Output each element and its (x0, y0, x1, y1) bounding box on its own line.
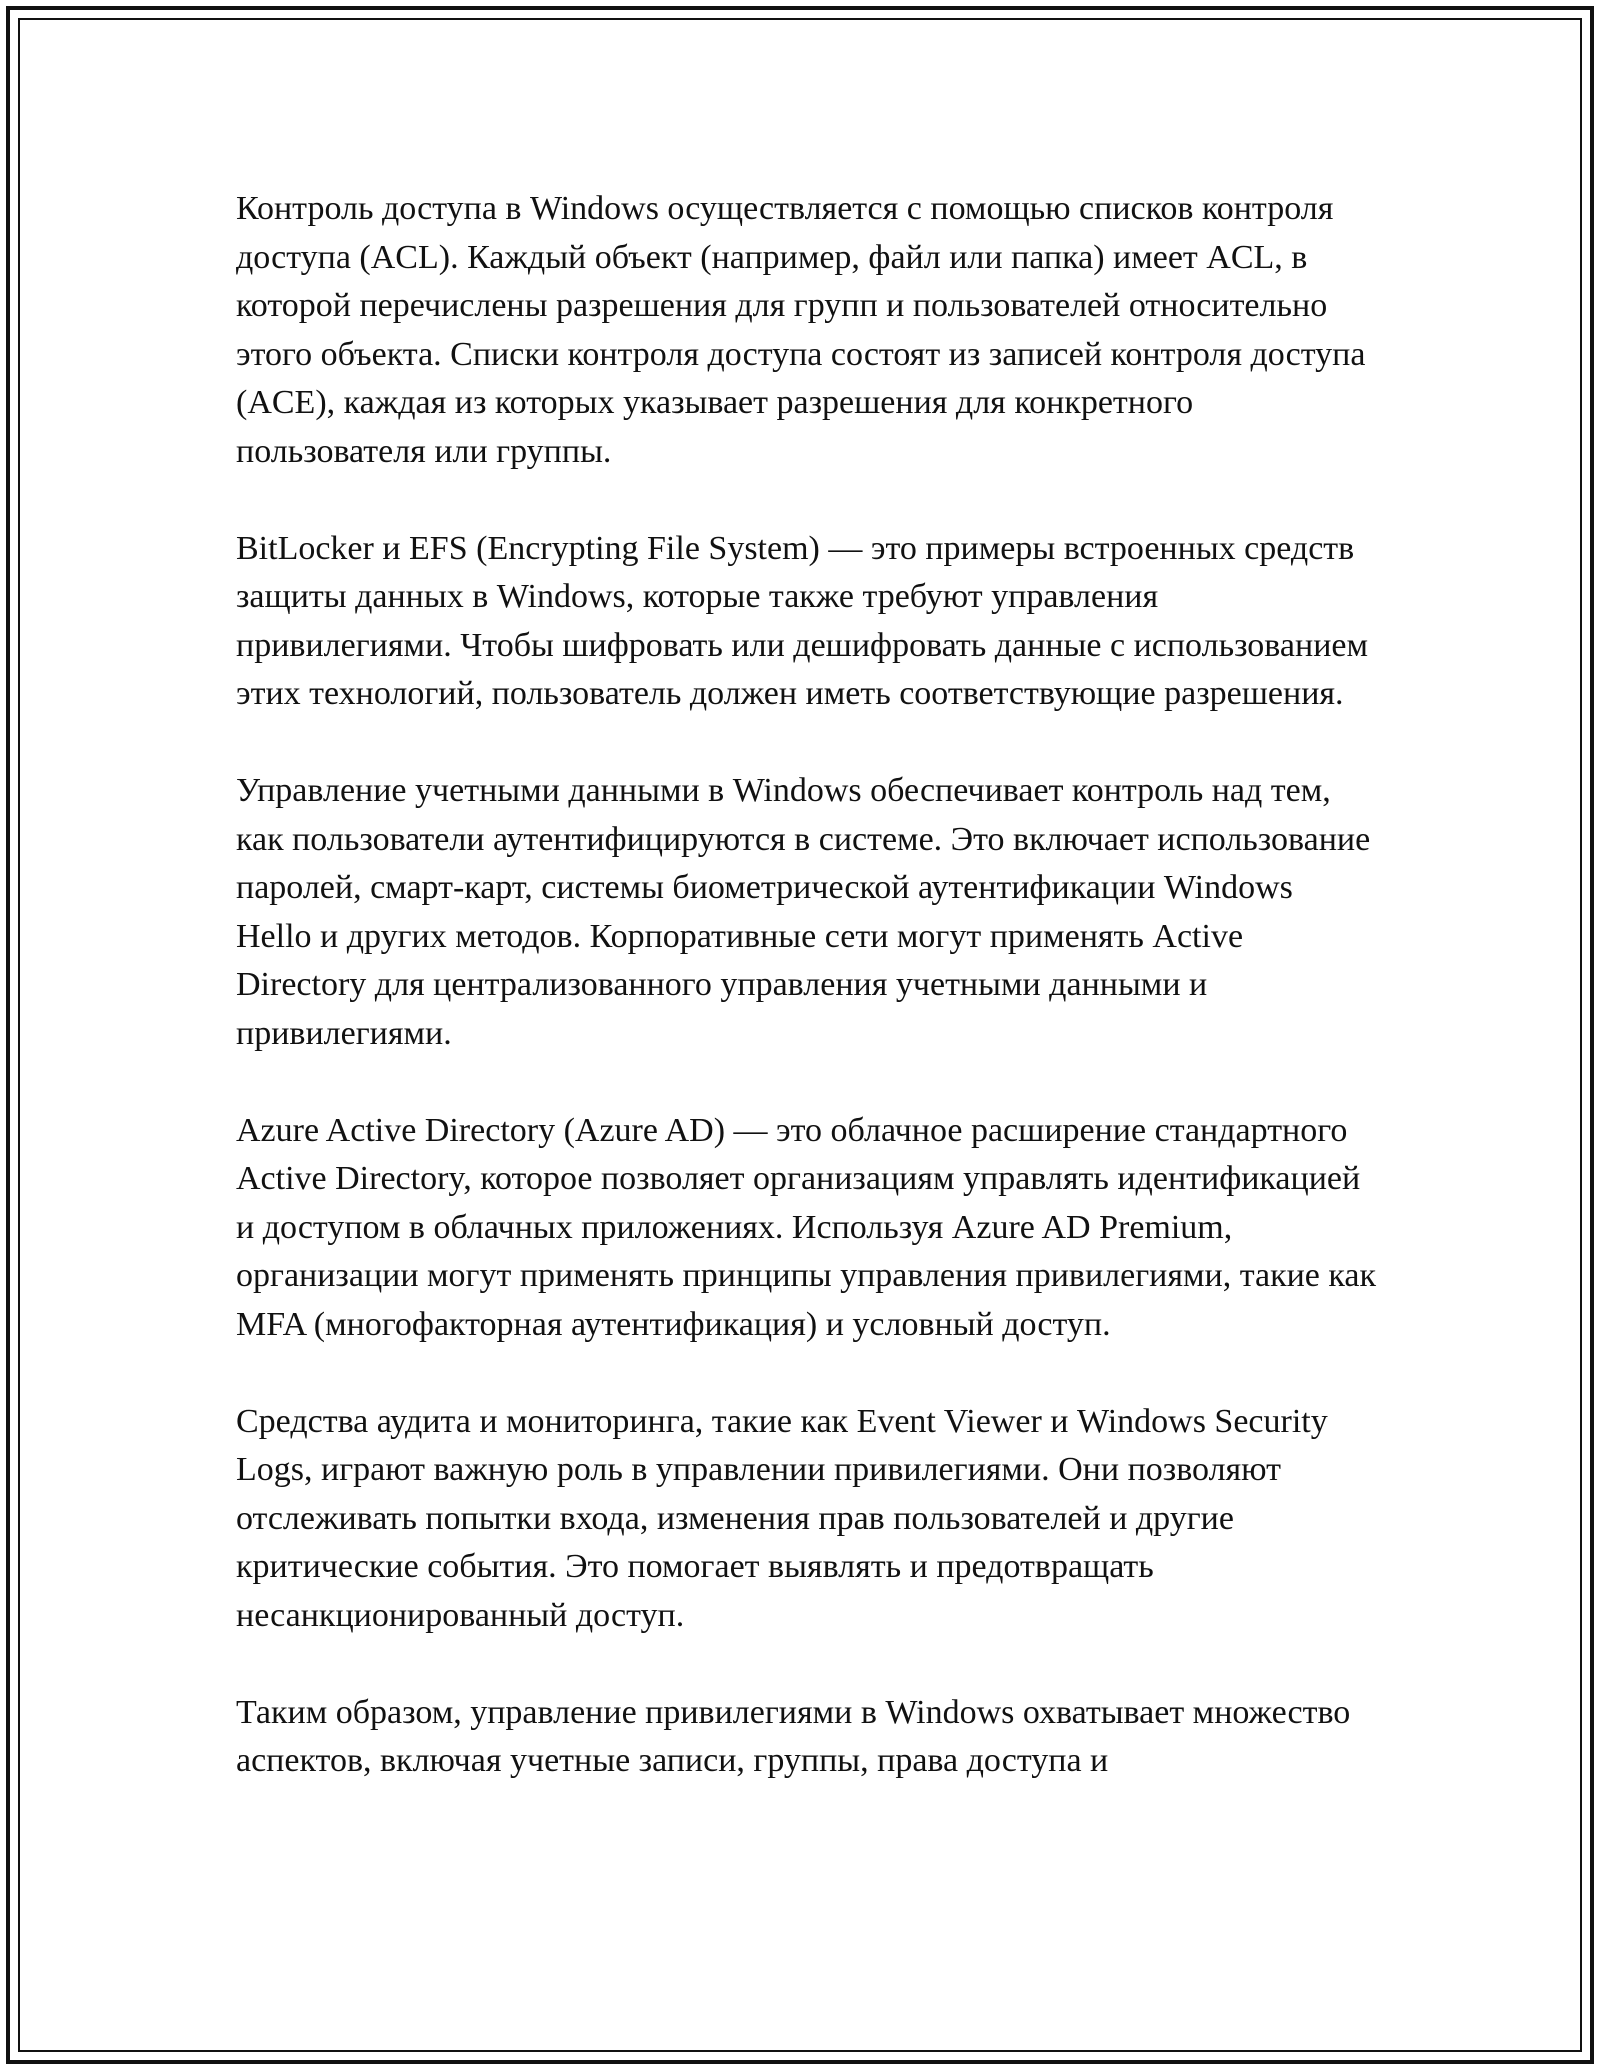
paragraph-credential-management: Управление учетными данными в Windows обеспечивает контроль над тем, как пользователи аутентифицируются в системе. Это включает использование паролей, смарт-карт, системы биометрической аутентификации Windows Hello и других методов. Корпоративные сети могут применять Active Directory для централизованного управления учетными данными и привилегиями. (236, 772, 1371, 1052)
paragraph-conclusion: Таким образом, управление привилегиями в Windows охватывает множество аспектов, включая учетные записи, группы, права доступа и (236, 1693, 1351, 1779)
paragraph-bitlocker-efs: BitLocker и EFS (Encrypting File System) — это примеры встроенных средств защиты данных в Windows, которые также требуют управления привилегиями. Чтобы шифровать или дешифровать данные с использованием этих технологий, пользователь должен иметь соответствующие разрешения. (236, 529, 1368, 712)
document-body (236, 185, 1376, 1834)
paragraph-azure-ad: Azure Active Directory (Azure AD) — это облачное расширение стандартного Active Directory, которое позволяет организациям управлять идентификацией и доступом в облачных приложениях. Используя Azure AD Premium, организации могут применять принципы управления привилегиями, такие как MFA (многофакторная аутентификация) и условный доступ. (236, 1111, 1377, 1343)
paragraph-acl: Контроль доступа в Windows осуществляется с помощью списков контроля доступа (ACL). Каждый объект (например, файл или папка) имеет ACL, в которой перечислены разрешения для групп и пользователей относительно этого объекта. Списки контроля доступа состоят из записей контроля доступа (ACE), каждая из которых указывает разрешения для конкретного пользователя или группы. (236, 190, 1366, 470)
paragraph-audit-monitoring: Средства аудита и мониторинга, такие как Event Viewer и Windows Security Logs, играют важную роль в управлении привилегиями. Они позволяют отслеживать попытки входа, изменения прав пользователей и другие критические события. Это помогает выявлять и предотвращать несанкционированный доступ. (236, 1402, 1328, 1634)
